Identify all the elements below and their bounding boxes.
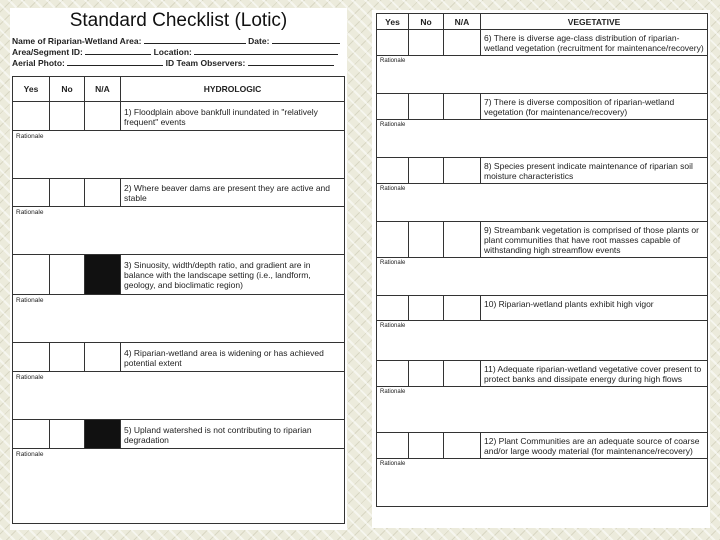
segment-id-label: Area/Segment ID: (12, 47, 83, 57)
hydrologic-item-row (13, 102, 345, 131)
vegetative-item-row (377, 94, 708, 120)
checklist-item-text: 4) Riparian-wetland area is widening or has achieved potential extent (121, 343, 345, 372)
na-checkbox[interactable] (444, 158, 481, 184)
na-column-header: N/A (444, 14, 481, 30)
rationale-field[interactable] (13, 372, 345, 420)
hydrologic-heading: HYDROLOGIC (121, 77, 345, 102)
na-checkbox (85, 420, 121, 449)
yes-checkbox[interactable] (13, 420, 50, 449)
observers-field[interactable] (248, 57, 334, 66)
na-checkbox[interactable] (444, 222, 481, 258)
checklist-item-text: 5) Upland watershed is not contributing to riparian degradation (121, 420, 345, 449)
vegetative-item-row (377, 433, 708, 459)
na-checkbox (85, 255, 121, 295)
rationale-label: Rationale (16, 209, 44, 216)
rationale-field[interactable] (377, 120, 708, 158)
rationale-label: Rationale (380, 461, 406, 467)
yes-checkbox[interactable] (13, 102, 50, 131)
checklist-item-text: 8) Species present indicate maintenance of riparian soil moisture characteristics (481, 158, 708, 184)
rationale-label: Rationale (380, 186, 406, 192)
hydrologic-item-row (13, 420, 345, 449)
checklist-item-text: 6) There is diverse age-class distribution of riparian-wetland vegetation (recruitment for maintenance/recovery) (481, 30, 708, 56)
rationale-label: Rationale (16, 374, 44, 381)
yes-checkbox[interactable] (377, 433, 409, 459)
checklist-item-text: 12) Plant Communities are an adequate source of coarse and/or large woody material (for maintenance/recovery) (481, 433, 708, 459)
na-checkbox[interactable] (85, 102, 121, 131)
date-field[interactable] (272, 35, 340, 44)
rationale-label: Rationale (380, 260, 406, 266)
location-label: Location: (153, 47, 192, 57)
no-checkbox[interactable] (409, 158, 444, 184)
rationale-label: Rationale (380, 323, 406, 329)
no-checkbox[interactable] (50, 102, 85, 131)
vegetative-heading: VEGETATIVE (481, 14, 708, 30)
hydrologic-item-row (13, 255, 345, 295)
rationale-label: Rationale (380, 122, 406, 128)
rationale-field[interactable] (377, 56, 708, 94)
area-name-label: Name of Riparian-Wetland Area: (12, 36, 142, 46)
aerial-photo-field[interactable] (67, 57, 163, 66)
segment-id-field[interactable] (85, 46, 151, 55)
rationale-field[interactable] (377, 184, 708, 222)
rationale-row (13, 295, 345, 343)
rationale-label: Rationale (16, 133, 44, 140)
rationale-field[interactable] (377, 321, 708, 361)
na-checkbox[interactable] (444, 94, 481, 120)
rationale-row (13, 372, 345, 420)
rationale-label: Rationale (16, 297, 44, 304)
observers-label: ID Team Observers: (165, 58, 246, 68)
no-checkbox[interactable] (409, 30, 444, 56)
yes-column-header: Yes (377, 14, 409, 30)
no-checkbox[interactable] (409, 94, 444, 120)
rationale-label: Rationale (380, 389, 406, 395)
header-row-3 (12, 57, 334, 68)
no-checkbox[interactable] (409, 296, 444, 321)
aerial-photo-label: Aerial Photo: (12, 58, 65, 68)
yes-checkbox[interactable] (377, 94, 409, 120)
yes-checkbox[interactable] (377, 158, 409, 184)
na-checkbox[interactable] (444, 30, 481, 56)
na-column-header: N/A (85, 77, 121, 102)
rationale-row (377, 258, 708, 296)
rationale-label: Rationale (16, 451, 44, 458)
location-field[interactable] (194, 46, 338, 55)
vegetative-item-row (377, 222, 708, 258)
no-checkbox[interactable] (409, 361, 444, 387)
hydrologic-item-row (13, 343, 345, 372)
no-checkbox[interactable] (50, 179, 85, 207)
hydrologic-table (12, 76, 345, 524)
yes-checkbox[interactable] (13, 179, 50, 207)
rationale-row (377, 459, 708, 507)
checklist-item-text: 10) Riparian-wetland plants exhibit high vigor (481, 296, 708, 321)
rationale-row (377, 387, 708, 433)
header-row-2 (12, 46, 338, 57)
na-checkbox[interactable] (85, 343, 121, 372)
rationale-field[interactable] (377, 258, 708, 296)
hydrologic-item-row (13, 179, 345, 207)
vegetative-item-row (377, 30, 708, 56)
vegetative-item-row (377, 361, 708, 387)
na-checkbox[interactable] (444, 361, 481, 387)
na-checkbox[interactable] (85, 179, 121, 207)
no-column-header: No (409, 14, 444, 30)
yes-checkbox[interactable] (377, 296, 409, 321)
area-name-field[interactable] (144, 35, 246, 44)
rationale-field[interactable] (13, 449, 345, 524)
no-checkbox[interactable] (50, 255, 85, 295)
no-checkbox[interactable] (50, 343, 85, 372)
checklist-item-text: 1) Floodplain above bankfull inundated in "relatively frequent" events (121, 102, 345, 131)
vegetative-table (376, 13, 708, 507)
yes-checkbox[interactable] (377, 30, 409, 56)
rationale-field[interactable] (13, 207, 345, 255)
vegetative-checklist-sheet (372, 10, 710, 528)
rationale-field[interactable] (377, 459, 708, 507)
rationale-field[interactable] (13, 295, 345, 343)
page-title: Standard Checklist (Lotic) (69, 10, 288, 31)
checklist-item-text: 7) There is diverse composition of riparian-wetland vegetation (for maintenance/recovery) (481, 94, 708, 120)
no-column-header: No (50, 77, 85, 102)
rationale-label: Rationale (380, 58, 406, 64)
yes-checkbox[interactable] (377, 361, 409, 387)
checklist-item-text: 9) Streambank vegetation is comprised of those plants or plant communities that have root masses capable of withstanding high streamflow events (481, 222, 708, 258)
rationale-row (377, 56, 708, 94)
checklist-item-text: 2) Where beaver dams are present they are active and stable (121, 179, 345, 207)
yes-checkbox[interactable] (13, 343, 50, 372)
na-checkbox[interactable] (444, 433, 481, 459)
rationale-row (377, 120, 708, 158)
header-row-1 (12, 35, 340, 46)
checklist-item-text: 3) Sinuosity, width/depth ratio, and gradient are in balance with the landscape setting (i.e., landform, geology, and bioclimatic region) (121, 255, 345, 295)
vegetative-item-row (377, 158, 708, 184)
yes-column-header: Yes (13, 77, 50, 102)
rationale-row (377, 184, 708, 222)
hydrologic-checklist-sheet (10, 8, 347, 530)
no-checkbox[interactable] (409, 222, 444, 258)
rationale-row (13, 449, 345, 524)
na-checkbox[interactable] (444, 296, 481, 321)
rationale-row (13, 207, 345, 255)
vegetative-item-row (377, 296, 708, 321)
rationale-field[interactable] (13, 131, 345, 179)
no-checkbox[interactable] (409, 433, 444, 459)
yes-checkbox[interactable] (13, 255, 50, 295)
yes-checkbox[interactable] (377, 222, 409, 258)
rationale-field[interactable] (377, 387, 708, 433)
rationale-row (377, 321, 708, 361)
rationale-row (13, 131, 345, 179)
date-label: Date: (248, 36, 270, 46)
no-checkbox[interactable] (50, 420, 85, 449)
checklist-item-text: 11) Adequate riparian-wetland vegetative cover present to protect banks and dissipate energy during high flows (481, 361, 708, 387)
